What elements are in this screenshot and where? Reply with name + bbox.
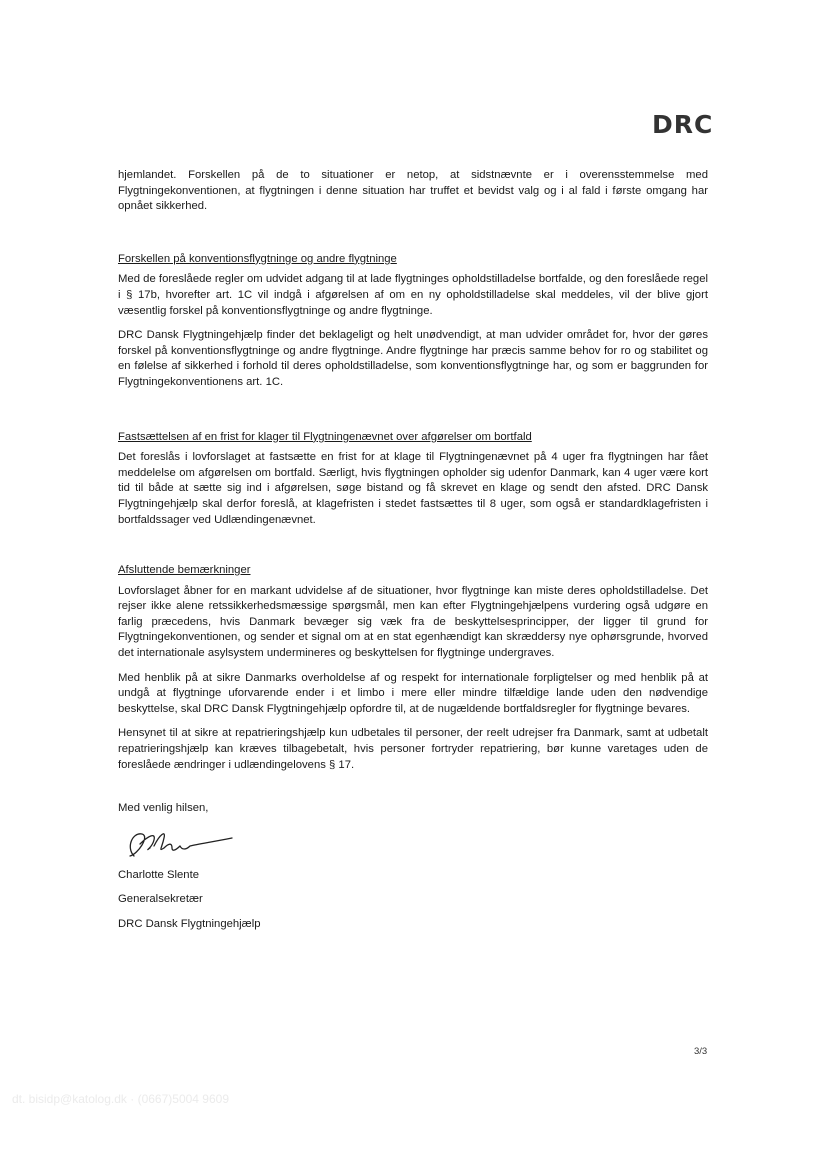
page-number: 3/3 bbox=[694, 1046, 708, 1057]
paragraph: Hensynet til at sikre at repatrieringshjælp kun udbetales til personer, der reelt udrejser fra Danmark, samt at udbetalt repatrieringshjælp kan kræves tilbagebetalt, hvis personer fortryder repatriering, bør kunne varetages uden de foreslåede ændringer i udlændingelovens § 17. bbox=[118, 727, 708, 771]
paragraph: Med de foreslåede regler om udvidet adgang til at lade flygtninges opholdstilladelse bortfalde, og den foreslåede regel i § 17b, hvorefter art. 1C vil indgå i afgørelsen af om en ny opholdstilladelse skal meddeles, vil der blive gjort væsentlig forskel på konventionsflygtninge og andre flygtninge. bbox=[118, 273, 708, 317]
paragraph: DRC Dansk Flygtningehjælp finder det beklageligt og helt unødvendigt, at man udvider området for, hvor der gøres forskel på konventionsflygtninge og andre flygtninge. Andre flygtninge har præcis samme behov for ro og stabilitet og en følelse af sikkerhed i forhold til deres opholdstilladelse, som konventionsflygtninge har, og som er baggrunden for Flygtningekonventionens art. 1C. bbox=[118, 329, 708, 388]
footer-ghost-text: dt. bisidp@katolog.dk · (0667)5004 9609 bbox=[12, 1092, 229, 1106]
paragraph: Det foreslås i lovforslaget at fastsætte en frist for at klage til Flygtningenævnet på 4 uger fra flygtningen har fået meddelelse om afgørelsen om bortfald. Særligt, hvis flygtningen opholder sig udenfor Danmark, kan 4 uger være kort tid til både at sætte sig ind i afgørelsen, søge bistand og få skrevet en klage og sendt den afsted. DRC Dansk Flygtningehjælp skal derfor foreslå, at klagefristen i stedet fastsættes til 8 uger, som også er standardklagefristen i bortfaldssager ved Udlændingenævnet. bbox=[118, 451, 708, 526]
signatory-organization: DRC Dansk Flygtningehjælp bbox=[118, 918, 261, 930]
paragraph: Lovforslaget åbner for en markant udvidelse af de situationer, hvor flygtninge kan miste deres opholdstilladelse. Det rejser ikke alene retssikkerhedsmæssige spørgsmål, men kan efter Flygtningehjælpens vurdering også udgøre en farlig præcedens, hvis Danmark bevæger sig væk fra de beskyttelsesprincipper, der ligger til grund for Flygtningekonventionen, og sender et signal om at en stat egenhændigt kan skræddersy nye ophørsgrunde, hvorved det internationale asylsystem undermineres og beskyttelsen for flygtninge undergraves. bbox=[118, 584, 708, 660]
signature-icon bbox=[120, 826, 240, 862]
paragraph: Med henblik på at sikre Danmarks overholdelse af og respekt for internationale forpligtelser og med henblik på at undgå at flygtninge uforvarende ender i et limbo i mere eller mindre tilfældige lande uden den nødvendige beskyttelse, skal DRC Dansk Flygtningehjælp opfordre til, at de nugældende bortfaldsregler for flygtninge bevares. bbox=[118, 671, 708, 715]
signatory-title: Generalsekretær bbox=[118, 893, 203, 906]
section-heading-afsluttende: Afsluttende bemærkninger bbox=[118, 564, 251, 577]
intro-paragraph: hjemlandet. Forskellen på de to situationer er netop, at sidstnævnte er i overensstemmelse med Flygtningekonventionen, at flygtningen i denne situation har truffet et bevidst valg og i al fald i første omgang har opnået sikkerhed. bbox=[118, 169, 708, 213]
drc-logo: DRC bbox=[652, 110, 714, 139]
letter-body bbox=[118, 168, 708, 942]
section-heading-klagefrist: Fastsættelsen af en frist for klager til Flygtningenævnet over afgørelser om bortfald bbox=[118, 430, 532, 443]
section-heading-konventionsflygtninge: Forskellen på konventionsflygtninge og andre flygtninge bbox=[118, 252, 397, 265]
salutation: Med venlig hilsen, bbox=[118, 802, 209, 815]
signatory-name: Charlotte Slente bbox=[118, 868, 200, 881]
